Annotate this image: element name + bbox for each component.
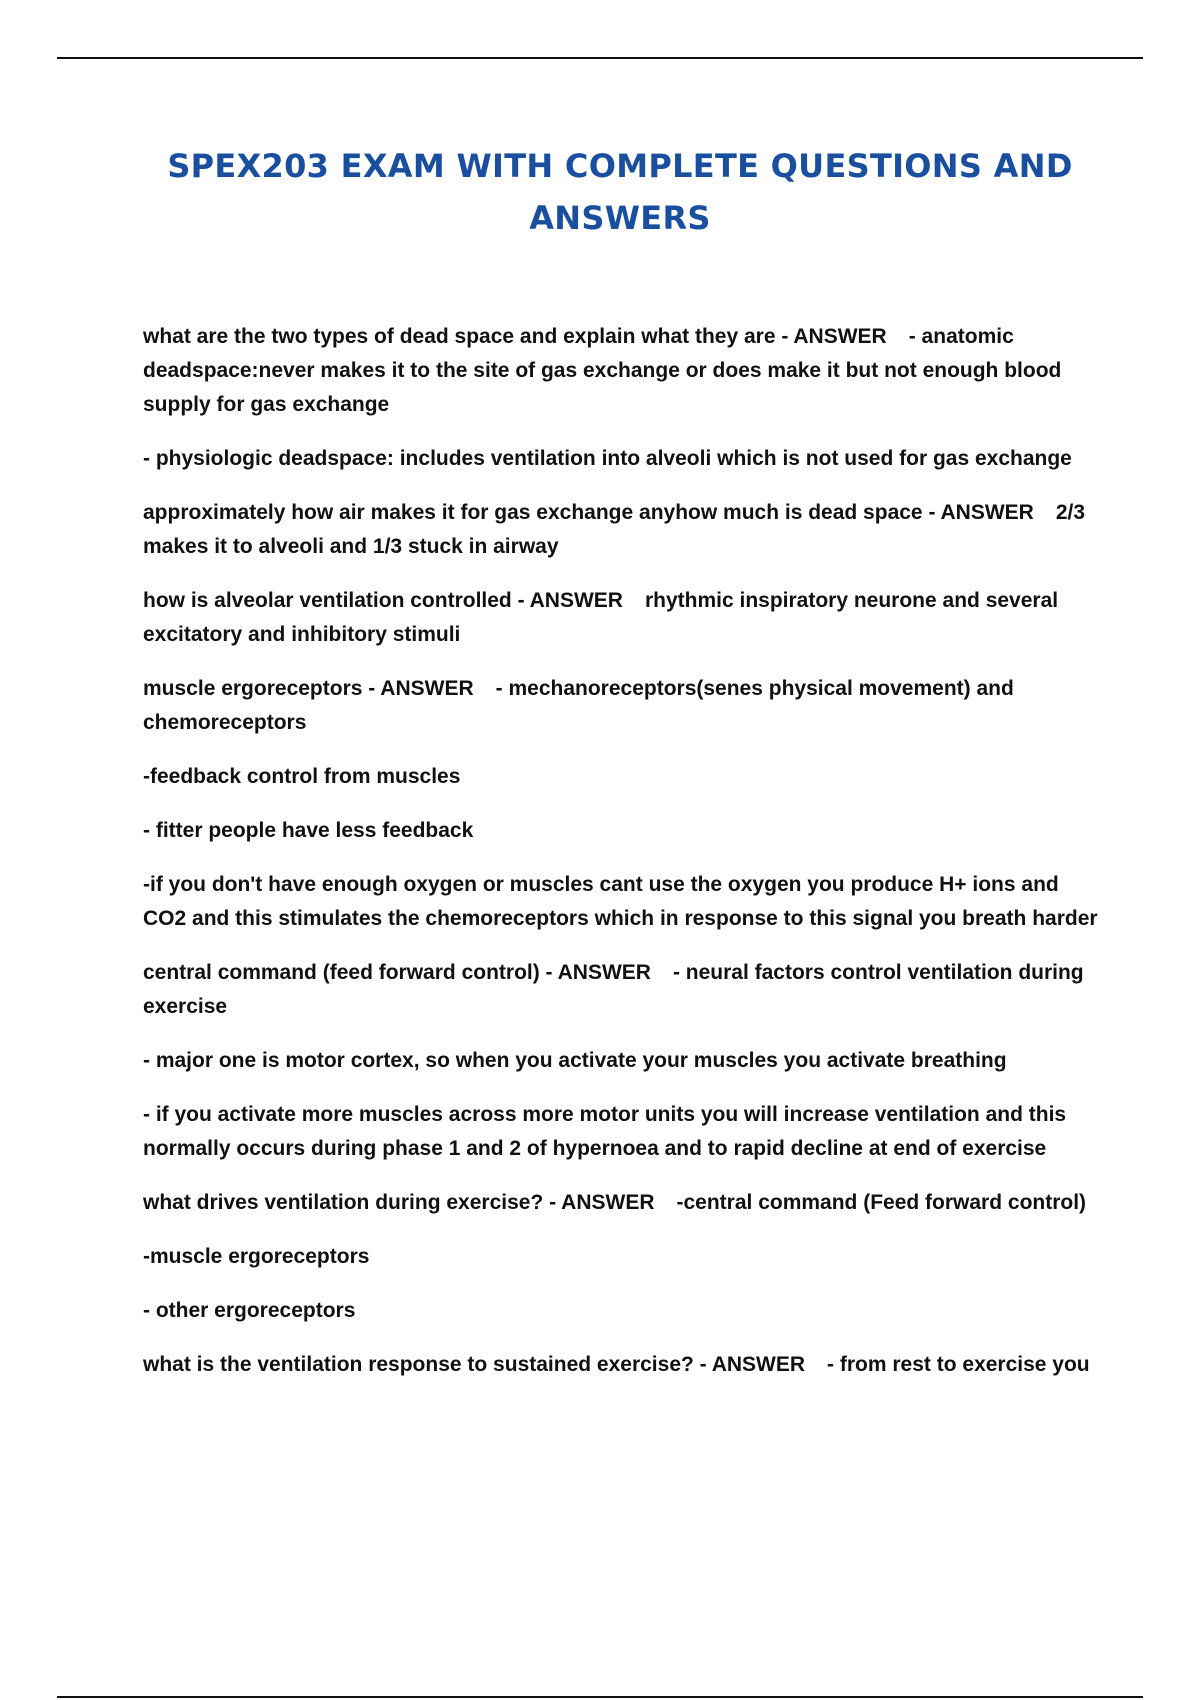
question-text: what drives ventilation during exercise? - ANSWER [143, 1191, 655, 1214]
qa-paragraph [143, 320, 1103, 422]
answer-text: -feedback control from muscles [143, 765, 461, 788]
answer-text: - mechanoreceptors(senes physical movement) and chemoreceptors [143, 677, 1014, 734]
question-text: what are the two types of dead space and explain what they are - ANSWER [143, 325, 887, 348]
answer-paragraph [143, 1294, 1103, 1328]
document-body [143, 320, 1103, 1402]
qa-paragraph [143, 496, 1103, 564]
question-text: muscle ergoreceptors - ANSWER [143, 677, 474, 700]
answer-paragraph [143, 1098, 1103, 1166]
top-rule [57, 57, 1143, 59]
answer-paragraph [143, 814, 1103, 848]
qa-paragraph [143, 584, 1103, 652]
question-text: what is the ventilation response to sustained exercise? - ANSWER [143, 1353, 806, 1376]
answer-text: - physiologic deadspace: includes ventilation into alveoli which is not used for gas exchange [143, 447, 1072, 470]
answer-text: -central command (Feed forward control) [676, 1191, 1087, 1214]
answer-paragraph [143, 442, 1103, 476]
qa-paragraph [143, 956, 1103, 1024]
answer-text: - other ergoreceptors [143, 1299, 356, 1322]
answer-paragraph [143, 1240, 1103, 1274]
document-title: SPEX203 EXAM WITH COMPLETE QUESTIONS AND ANSWERS [167, 147, 1073, 237]
question-text: how is alveolar ventilation controlled - ANSWER [143, 589, 623, 612]
answer-text: - if you activate more muscles across more motor units you will increase ventilation and this normally occurs during phase 1 and 2 of hypernoea and to rapid decline at end of exercise [143, 1103, 1067, 1160]
qa-paragraph [143, 672, 1103, 740]
answer-text: - neural factors control ventilation during exercise [143, 961, 1084, 1018]
question-text: central command (feed forward control) - ANSWER [143, 961, 651, 984]
answer-text: - fitter people have less feedback [143, 819, 474, 842]
answer-paragraph [143, 868, 1103, 936]
answer-paragraph [143, 760, 1103, 794]
bottom-rule [57, 1696, 1143, 1698]
answer-text: - from rest to exercise you [827, 1353, 1090, 1376]
question-text: approximately how air makes it for gas exchange anyhow much is dead space - ANSWER [143, 501, 1034, 524]
answer-text: 2/3 makes it to alveoli and 1/3 stuck in airway [143, 501, 1086, 558]
qa-paragraph [143, 1186, 1103, 1220]
answer-text: - anatomic deadspace:never makes it to the site of gas exchange or does make it but not enough blood supply for gas exchange [143, 325, 1062, 416]
answer-text: -if you don't have enough oxygen or muscles cant use the oxygen you produce H+ ions and CO2 and this stimulates the chemoreceptors which in response to this signal you breath harder [143, 873, 1098, 930]
answer-paragraph [143, 1044, 1103, 1078]
answer-text: rhythmic inspiratory neurone and several excitatory and inhibitory stimuli [143, 589, 1059, 646]
answer-text: - major one is motor cortex, so when you activate your muscles you activate breathing [143, 1049, 1007, 1072]
answer-text: -muscle ergoreceptors [143, 1245, 370, 1268]
qa-paragraph [143, 1348, 1103, 1382]
